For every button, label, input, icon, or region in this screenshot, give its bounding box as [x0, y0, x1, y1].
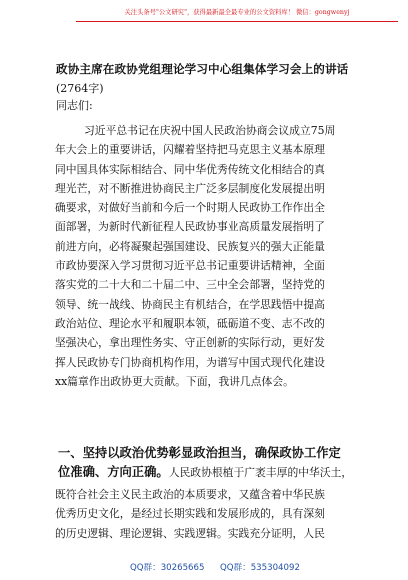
word-count: (2764字)	[56, 82, 104, 95]
paragraph-line: 年大会上的重要讲话，闪耀着坚持把马克思主义基本原理	[55, 143, 325, 157]
paragraph-line: 优秀历史文化，是经过长期实践和发展形成的，具有深刻	[55, 507, 325, 521]
section-heading-bold-tail: 位准确、方向正确。	[58, 464, 169, 479]
header-divider	[76, 21, 398, 22]
section-1-paragraph	[55, 485, 395, 543]
paragraph-line: 政治站位、理论水平和履职本领，砥砺道不变、志不改的	[55, 316, 325, 330]
paragraph-line: 既符合社会主义民主政治的本质要求，又蕴含着中华民族	[55, 488, 325, 501]
paragraph-line: 前进方向，必将凝聚起强国建设、民族复兴的强大正能量	[55, 239, 325, 253]
section-heading-line-1: 一、坚持以政治优势彰显政治担当，确保政协工作定	[58, 445, 341, 460]
paragraph-line: 市政协要深入学习贯彻习近平总书记重要讲话精神，全面	[55, 259, 325, 273]
footer	[0, 560, 408, 576]
footer-qq-group-2: QQ群：535304092	[220, 563, 300, 573]
paragraph-line: 的历史逻辑、理论逻辑、实践逻辑。实践充分证明，人民	[55, 526, 325, 540]
paragraph-line: 习近平总书记在庆祝中国人民政治协商会议成立75周	[84, 124, 336, 137]
paragraph-line: 落实党的二十大和二十届二中、三中全会部署，坚持党的	[55, 278, 325, 292]
intro-paragraph	[55, 121, 395, 391]
paragraph-line: 挥人民政协专门协商机构作用，为谱写中国式现代化建设	[55, 355, 325, 369]
section-paragraph-start: 人民政协根植于广袤丰厚的中华沃土，	[168, 466, 353, 479]
paragraph-line: 面部署，为新时代新征程人民政协事业高质量发展指明了	[55, 220, 325, 234]
section-heading-1	[58, 443, 398, 481]
section-heading-line-2	[58, 462, 398, 481]
paragraph-line: 领导、统一战线、协商民主有机结合，在学思践悟中提高	[55, 297, 325, 311]
footer-qq-group-1: QQ群：30265665	[130, 563, 205, 573]
paragraph-line: 坚强决心，拿出理性务实、守正创新的实际行动，更好发	[55, 336, 325, 350]
paragraph-line: 确要求，对做好当前和今后一个时期人民政协工作作出全	[55, 201, 325, 215]
salutation: 同志们:	[56, 99, 93, 112]
paragraph-line: xx篇章作出政协更大贡献。下面，我讲几点体会。	[55, 374, 294, 388]
paragraph-line: 理光芒，对不断推进协商民主广泛多层制度化发展提出明	[55, 181, 325, 195]
paragraph-line: 同中国具体实际相结合、同中华优秀传统文化相结合的真	[55, 162, 325, 176]
header-banner: 关注头条号"公文研究"，获得最新最全最专业的公文资料库！ 微信：gongwenyj	[124, 9, 350, 16]
document-title: 政协主席在政协党组理论学习中心组集体学习会上的讲话	[56, 62, 349, 76]
